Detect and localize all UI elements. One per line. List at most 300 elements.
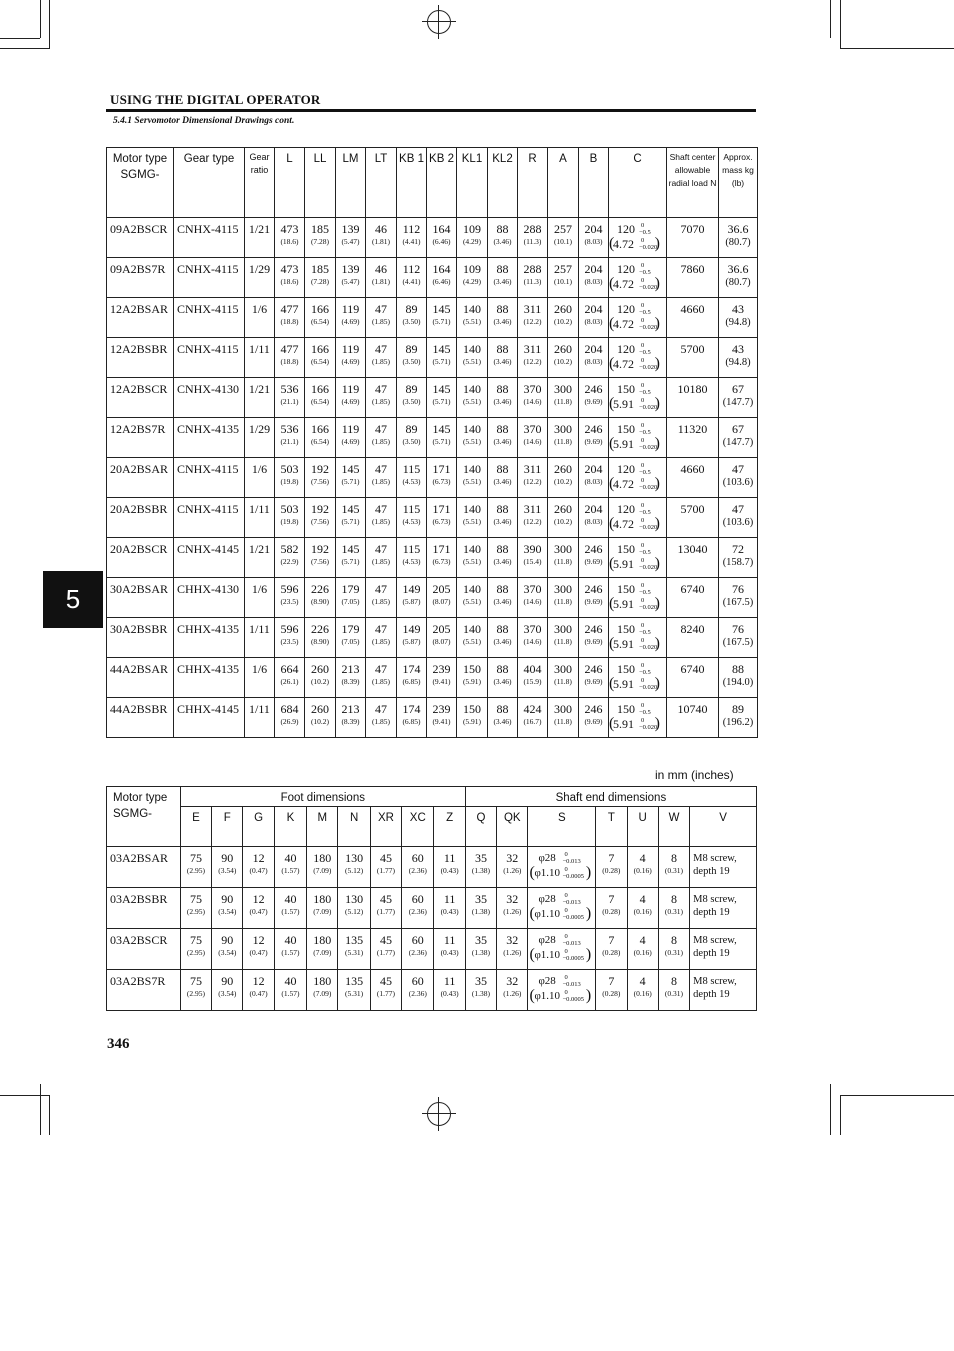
- value-inch: (1.57): [281, 907, 300, 916]
- tolerance-mm: [639, 462, 651, 476]
- dimension-cell: [427, 498, 457, 538]
- mass-lb: (80.7): [725, 277, 751, 288]
- value-mm: 145: [341, 462, 360, 476]
- value-mm: 145: [432, 422, 451, 436]
- tolerance-lower: −0.0005: [562, 955, 584, 962]
- dimension-cell: [518, 618, 548, 658]
- dimension-cell: [427, 658, 457, 698]
- dimension-c-cell: [609, 538, 667, 578]
- tolerance-lower: −0.020: [639, 724, 658, 731]
- value-inch: (8.03): [584, 317, 603, 326]
- table-row: [107, 298, 758, 338]
- dimension-cell: [275, 538, 305, 578]
- value-inch: (2.95): [186, 989, 205, 998]
- foot-dimension-cell: [370, 888, 401, 929]
- value-mm: 150: [463, 702, 481, 716]
- tolerance-mm: [639, 302, 651, 316]
- value-inch: (8.03): [584, 237, 603, 246]
- value-mm: 145: [432, 302, 451, 316]
- mass-lb: (158.7): [722, 557, 754, 568]
- radial-load-cell: 10740: [667, 698, 719, 738]
- value-mm: 47: [375, 542, 387, 556]
- value-mm: 204: [584, 462, 603, 476]
- dimension-cell: [366, 418, 397, 458]
- dimension-cell: [548, 698, 579, 738]
- value-inch: (3.46): [493, 317, 512, 326]
- value-mm: 115: [402, 542, 421, 556]
- value-inch: (9.69): [584, 437, 603, 446]
- value-inch: (0.43): [440, 907, 459, 916]
- mass-cell: [719, 698, 758, 738]
- mass-kg: 76: [732, 582, 744, 596]
- dimension-cell: [366, 658, 397, 698]
- nominal-mm: 120: [617, 262, 635, 276]
- dimension-cell: [579, 698, 609, 738]
- value-mm: 370: [523, 422, 542, 436]
- value-inch: (5.51): [462, 317, 482, 326]
- foot-dimension-cell: [434, 929, 465, 970]
- value-mm: 119: [341, 382, 360, 396]
- value-inch: (14.6): [523, 637, 542, 646]
- crop-mark: [840, 1095, 841, 1135]
- dimension-cell: [275, 498, 305, 538]
- crop-mark: [40, 0, 41, 38]
- column-header: KL2: [488, 148, 518, 218]
- motor-type-cell: 09A2BS7R: [107, 258, 174, 298]
- motor-type-cell: 03A2BSBR: [107, 888, 181, 929]
- dimension-cell: [336, 218, 366, 258]
- mass-lb: (147.7): [722, 397, 754, 408]
- tolerance-lower: −0.5: [639, 589, 651, 596]
- value-inch: (4.29): [462, 277, 482, 286]
- dimension-cell: [488, 218, 518, 258]
- value-mm: 404: [523, 662, 542, 676]
- gear-type-cell: CHHX-4135: [174, 618, 245, 658]
- tolerance-upper: 0: [564, 974, 568, 981]
- dimension-cell: [305, 338, 336, 378]
- paren-right-icon: ): [654, 635, 660, 652]
- value-inch: (3.46): [493, 437, 512, 446]
- tolerance-lower: −0.020: [639, 684, 658, 691]
- header-rule: [106, 109, 756, 112]
- value-mm: 140: [463, 582, 481, 596]
- column-header: A: [548, 148, 579, 218]
- table-row: [107, 538, 758, 578]
- value-inch: (1.57): [281, 989, 300, 998]
- mass-lb: (194.0): [722, 677, 754, 688]
- value-inch: (5.71): [341, 557, 360, 566]
- paren-left-icon: (: [609, 515, 615, 532]
- value-mm: 47: [375, 622, 387, 636]
- paren-right-icon: ): [654, 435, 660, 452]
- value-mm: 164: [432, 262, 451, 276]
- value-mm: 140: [463, 502, 481, 516]
- foot-dimension-cell: [434, 970, 465, 1011]
- units-note: in mm (inches): [655, 768, 734, 782]
- value-mm: 477: [280, 342, 299, 356]
- value-mm: 503: [280, 502, 299, 516]
- value-mm: 88: [496, 622, 509, 636]
- mass-cell: [719, 538, 758, 578]
- gear-ratio-cell: 1/6: [245, 458, 275, 498]
- value-mm: 140: [463, 342, 481, 356]
- value-inch: (7.09): [313, 866, 332, 875]
- value-inch: (14.6): [523, 437, 542, 446]
- value-mm: 47: [375, 422, 387, 436]
- mass-kg: 72: [732, 542, 744, 556]
- value-inch: (4.69): [341, 357, 360, 366]
- value-mm: 45: [379, 933, 392, 947]
- radial-load-cell: 10180: [667, 378, 719, 418]
- value-mm: 288: [523, 262, 542, 276]
- value-inch: (0.31): [664, 989, 684, 998]
- value-mm: 7: [608, 933, 615, 947]
- value-inch: (9.69): [584, 637, 603, 646]
- value-inch: (6.46): [432, 277, 451, 286]
- dimension-c-cell: [609, 418, 667, 458]
- tolerance-lower: −0.020: [639, 524, 658, 531]
- paren-right-icon: ): [654, 395, 660, 412]
- nominal-mm: 150: [617, 662, 635, 676]
- dimension-cell: [518, 218, 548, 258]
- paren-right-icon: ): [654, 355, 660, 372]
- gear-type-cell: CNHX-4115: [174, 298, 245, 338]
- paren-right-icon: ): [654, 595, 660, 612]
- nominal-inch: 5.91: [613, 717, 634, 731]
- value-mm: 88: [496, 302, 509, 316]
- value-inch: (2.36): [408, 866, 427, 875]
- value-inch: (8.07): [432, 637, 451, 646]
- value-mm: 88: [496, 262, 509, 276]
- value-mm: 582: [280, 542, 299, 556]
- value-inch: (1.77): [376, 948, 395, 957]
- value-inch: (2.95): [186, 866, 205, 875]
- screw-depth: depth 19: [693, 989, 730, 1000]
- column-header: G: [243, 807, 274, 847]
- dimension-c-cell: [609, 698, 667, 738]
- tolerance-lower: −0.020: [639, 644, 658, 651]
- dimension-cell: [366, 218, 397, 258]
- value-inch: (1.38): [471, 948, 491, 957]
- shaft-q-cell: [465, 847, 496, 888]
- value-inch: (3.50): [402, 357, 421, 366]
- column-header: R: [518, 148, 548, 218]
- value-inch: (8.03): [584, 357, 603, 366]
- tolerance-lower: −0.5: [639, 229, 651, 236]
- value-inch: (12.2): [523, 477, 542, 486]
- value-mm: 135: [345, 933, 364, 947]
- dimension-cell: [397, 458, 427, 498]
- crop-mark: [0, 48, 49, 49]
- value-inch: (1.57): [281, 866, 300, 875]
- shaft-t-cell: [596, 888, 627, 929]
- shaft-v-cell: [690, 929, 757, 970]
- gear-motor-dimensions-table: [106, 147, 758, 738]
- tolerance-upper: 0: [564, 948, 568, 955]
- value-mm: 166: [311, 342, 329, 356]
- value-mm: 60: [411, 851, 424, 865]
- value-inch: (10.2): [553, 477, 573, 486]
- paren-left-icon: (: [529, 864, 535, 881]
- tolerance-upper: 0: [641, 302, 645, 309]
- value-mm: 204: [584, 262, 603, 276]
- mass-lb: (167.5): [722, 597, 754, 608]
- tolerance-lower: −0.020: [639, 244, 658, 251]
- column-header: Motor type SGMG-: [107, 148, 174, 218]
- value-mm: 171: [432, 542, 451, 556]
- value-inch: (2.95): [186, 948, 205, 957]
- foot-dimension-cell: [180, 970, 211, 1011]
- shaft-w-cell: [658, 888, 689, 929]
- dimension-cell: [397, 378, 427, 418]
- column-header: T: [596, 807, 627, 847]
- dimension-cell: [488, 338, 518, 378]
- dimension-cell: [336, 698, 366, 738]
- foot-dimension-cell: [307, 929, 338, 970]
- value-inch: (11.8): [554, 557, 572, 566]
- tolerance-inch: [562, 907, 584, 921]
- table-row: [107, 847, 757, 888]
- tolerance-lower: −0.013: [562, 981, 581, 988]
- radial-load-cell: 7070: [667, 218, 719, 258]
- value-mm: 47: [375, 702, 387, 716]
- gear-ratio-cell: 1/21: [245, 218, 275, 258]
- nominal-inch: 4.72: [613, 517, 634, 531]
- shaft-t-cell: [596, 847, 627, 888]
- table-row: [107, 929, 757, 970]
- dimension-c-cell: [609, 458, 667, 498]
- column-header: Approx. mass kg (lb): [719, 148, 758, 218]
- shaft-u-cell: [627, 970, 658, 1011]
- tolerance-inch: [562, 989, 584, 1003]
- value-mm: 596: [280, 622, 299, 636]
- table-row: [107, 658, 758, 698]
- value-mm: 119: [341, 302, 360, 316]
- table-row: [107, 418, 758, 458]
- value-mm: 35: [474, 892, 487, 906]
- value-mm: 140: [463, 622, 481, 636]
- tolerance-mm: [639, 542, 651, 556]
- value-inch: (1.77): [376, 989, 395, 998]
- nominal-mm: 120: [617, 502, 635, 516]
- value-inch: (6.85): [402, 677, 421, 686]
- foot-dimension-cell: [243, 847, 274, 888]
- paren-left-icon: (: [529, 987, 535, 1004]
- foot-dimension-cell: [243, 929, 274, 970]
- paren-left-icon: (: [609, 635, 615, 652]
- value-mm: 60: [411, 933, 424, 947]
- shaft-s-cell: [528, 970, 596, 1011]
- dimension-cell: [366, 458, 397, 498]
- dimension-cell: [518, 418, 548, 458]
- dimension-cell: [336, 378, 366, 418]
- value-mm: 11: [443, 933, 456, 947]
- column-header: F: [212, 807, 243, 847]
- value-inch: (8.03): [584, 517, 603, 526]
- value-mm: 12: [252, 974, 265, 988]
- crop-mark: [40, 1084, 41, 1135]
- value-inch: (1.26): [503, 948, 522, 957]
- dimension-cell: [548, 258, 579, 298]
- value-mm: 7: [608, 892, 615, 906]
- motor-type-cell: 12A2BSCR: [107, 378, 174, 418]
- value-inch: (3.46): [493, 597, 512, 606]
- value-inch: (1.38): [471, 866, 491, 875]
- dimension-cell: [427, 538, 457, 578]
- value-mm: 60: [411, 974, 424, 988]
- value-inch: (4.41): [402, 237, 421, 246]
- value-inch: (3.46): [493, 357, 512, 366]
- value-inch: (4.69): [341, 397, 360, 406]
- dimension-cell: [488, 698, 518, 738]
- dimension-cell: [305, 458, 336, 498]
- dimension-cell: [548, 338, 579, 378]
- dimension-cell: [275, 258, 305, 298]
- value-mm: 47: [375, 302, 387, 316]
- value-mm: 192: [311, 502, 329, 516]
- value-inch: (2.36): [408, 989, 427, 998]
- tolerance-mm: [639, 662, 651, 676]
- dimension-cell: [305, 658, 336, 698]
- paren-left-icon: (: [609, 315, 615, 332]
- dimension-cell: [275, 658, 305, 698]
- value-mm: 35: [474, 974, 487, 988]
- value-mm: 109: [463, 262, 481, 276]
- tolerance-lower: −0.5: [639, 469, 651, 476]
- screw-depth: depth 19: [693, 948, 730, 959]
- shaft-q-cell: [465, 970, 496, 1011]
- value-mm: 88: [496, 502, 509, 516]
- nominal-inch: 4.72: [613, 477, 634, 491]
- tolerance-lower: −0.0005: [562, 914, 584, 921]
- nominal-inch: 4.72: [613, 317, 634, 331]
- value-mm: 370: [523, 382, 542, 396]
- dimension-c-cell: [609, 338, 667, 378]
- crop-mark: [0, 38, 40, 39]
- value-inch: (23.5): [280, 597, 299, 606]
- dimension-cell: [518, 298, 548, 338]
- value-mm: 47: [375, 582, 387, 596]
- tolerance-lower: −0.020: [639, 284, 658, 291]
- shaft-q-cell: [465, 929, 496, 970]
- value-mm: 112: [402, 222, 421, 236]
- dimension-cell: [579, 658, 609, 698]
- tolerance-lower: −0.5: [639, 429, 651, 436]
- value-inch: (5.71): [432, 317, 451, 326]
- value-inch: (7.56): [310, 477, 330, 486]
- value-inch: (3.50): [402, 437, 421, 446]
- screw-size: M8 screw,: [693, 894, 737, 905]
- dimension-cell: [518, 458, 548, 498]
- foot-dimension-cell: [434, 847, 465, 888]
- value-inch: (9.69): [584, 717, 603, 726]
- table-row: [107, 258, 758, 298]
- shaft-qk-cell: [497, 929, 528, 970]
- table-row: [107, 578, 758, 618]
- page-number: 346: [107, 1036, 130, 1052]
- dimension-cell: [488, 498, 518, 538]
- value-mm: 536: [280, 382, 299, 396]
- value-mm: 260: [554, 502, 572, 516]
- value-mm: 180: [313, 851, 332, 865]
- value-mm: 149: [402, 622, 421, 636]
- value-inch: (1.85): [371, 717, 391, 726]
- value-inch: (0.31): [664, 866, 684, 875]
- tolerance-lower: −0.020: [639, 604, 658, 611]
- value-mm: 288: [523, 222, 542, 236]
- foot-shaft-dimensions-table: [106, 786, 757, 1011]
- tolerance-lower: −0.5: [639, 389, 651, 396]
- foot-dimension-cell: [274, 929, 306, 970]
- mass-kg: 43: [732, 342, 744, 356]
- value-mm: 246: [584, 382, 603, 396]
- paren-left-icon: (: [609, 555, 615, 572]
- value-mm: 174: [402, 702, 421, 716]
- dimension-cell: [579, 378, 609, 418]
- screw-depth: depth 19: [693, 866, 730, 877]
- value-inch: (1.85): [371, 677, 391, 686]
- shaft-qk-cell: [497, 888, 528, 929]
- value-mm: 46: [375, 222, 387, 236]
- value-mm: 88: [496, 462, 509, 476]
- dimension-cell: [336, 418, 366, 458]
- value-inch: (1.26): [503, 907, 522, 916]
- dimension-cell: [427, 698, 457, 738]
- dimension-cell: [397, 418, 427, 458]
- dimension-cell: [579, 298, 609, 338]
- value-inch: (10.1): [553, 277, 573, 286]
- tolerance-upper: 0: [641, 502, 645, 509]
- value-mm: 204: [584, 222, 603, 236]
- value-mm: 40: [284, 933, 297, 947]
- value-mm: 8: [670, 892, 677, 906]
- value-mm: 119: [341, 422, 360, 436]
- value-mm: 257: [554, 262, 572, 276]
- value-inch: (3.46): [493, 717, 512, 726]
- value-inch: (7.09): [313, 948, 332, 957]
- dimension-c-cell: [609, 378, 667, 418]
- dimension-cell: [427, 218, 457, 258]
- value-inch: (4.41): [402, 277, 421, 286]
- value-inch: (5.91): [462, 717, 482, 726]
- shaft-end-dimensions-header: Shaft end dimensions: [465, 787, 756, 807]
- foot-dimension-cell: [212, 888, 243, 929]
- value-inch: (1.77): [376, 866, 395, 875]
- value-inch: (5.87): [402, 597, 421, 606]
- tolerance-upper: 0: [641, 317, 645, 324]
- dimension-cell: [548, 578, 579, 618]
- tolerance-upper: 0: [641, 262, 645, 269]
- dimension-cell: [488, 538, 518, 578]
- tolerance-upper: 0: [564, 989, 568, 996]
- tolerance-upper: 0: [641, 397, 645, 404]
- motor-type-cell: 44A2BSAR: [107, 658, 174, 698]
- shaft-u-cell: [627, 929, 658, 970]
- value-inch: (5.71): [341, 517, 360, 526]
- tolerance-upper: 0: [641, 477, 645, 484]
- tolerance-lower: −0.0005: [562, 996, 584, 1003]
- value-inch: (2.36): [408, 907, 427, 916]
- nominal-inch: 4.72: [613, 237, 634, 251]
- value-inch: (3.46): [493, 557, 512, 566]
- shaft-w-cell: [658, 929, 689, 970]
- tolerance-mm: [639, 342, 651, 356]
- tolerance-lower: −0.013: [562, 899, 581, 906]
- value-mm: 130: [345, 851, 364, 865]
- value-mm: 32: [506, 974, 519, 988]
- tolerance-upper: 0: [564, 933, 568, 940]
- dimension-cell: [548, 418, 579, 458]
